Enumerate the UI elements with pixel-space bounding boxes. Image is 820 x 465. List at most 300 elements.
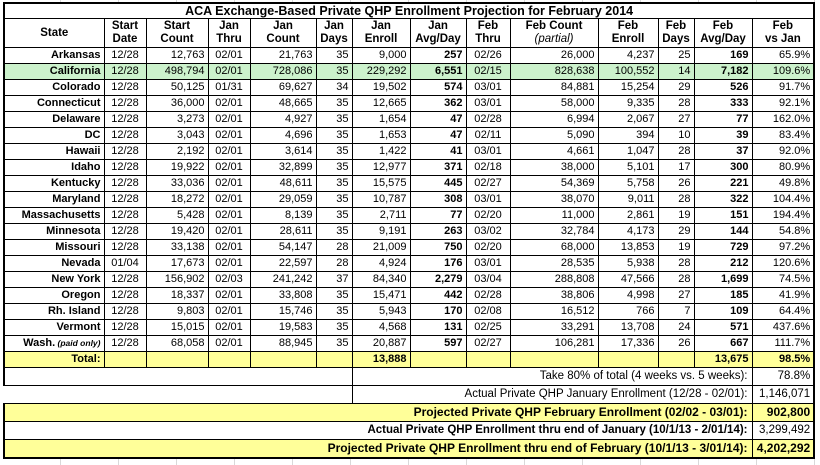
data-cell[interactable]: 36,000	[146, 96, 208, 112]
data-cell[interactable]: 12/28	[104, 224, 146, 240]
data-cell[interactable]: 21,009	[352, 240, 410, 256]
data-cell[interactable]: 109	[694, 304, 752, 320]
data-cell[interactable]: 3,273	[146, 112, 208, 128]
data-cell[interactable]: 02/01	[208, 320, 250, 336]
data-cell[interactable]: 02/18	[466, 160, 510, 176]
data-cell[interactable]: 02/01	[208, 64, 250, 80]
data-cell[interactable]: 02/15	[466, 64, 510, 80]
summary-label[interactable]: Take 80% of total (4 weeks vs. 5 weeks):	[352, 368, 752, 386]
data-cell[interactable]: 437.6%	[752, 320, 814, 336]
data-cell[interactable]: 50,125	[146, 80, 208, 96]
data-cell[interactable]: 19,420	[146, 224, 208, 240]
total-jan-enroll[interactable]: 13,888	[352, 352, 410, 368]
data-cell[interactable]: 32,784	[510, 224, 598, 240]
data-cell[interactable]: 02/01	[208, 256, 250, 272]
data-cell[interactable]: 35	[316, 144, 352, 160]
data-cell[interactable]: 12/28	[104, 288, 146, 304]
total-label[interactable]: Total:	[4, 352, 104, 368]
data-cell[interactable]: 35	[316, 64, 352, 80]
state-cell[interactable]: California	[4, 64, 104, 80]
data-cell[interactable]: 12,665	[352, 96, 410, 112]
state-cell[interactable]: DC	[4, 128, 104, 144]
data-cell[interactable]: 156,902	[146, 272, 208, 288]
data-cell[interactable]: 92.0%	[752, 144, 814, 160]
data-cell[interactable]: 02/08	[466, 304, 510, 320]
data-cell[interactable]: 58,000	[510, 96, 598, 112]
state-cell[interactable]: Connecticut	[4, 96, 104, 112]
data-cell[interactable]: 442	[410, 288, 466, 304]
column-header[interactable]: State	[4, 19, 104, 48]
summary-empty-cell[interactable]	[4, 368, 352, 386]
data-cell[interactable]: 597	[410, 336, 466, 352]
column-header[interactable]: Feb Avg/Day	[694, 19, 752, 48]
total-empty-cell[interactable]	[658, 352, 694, 368]
data-cell[interactable]: 12,977	[352, 160, 410, 176]
data-cell[interactable]: 54,147	[250, 240, 316, 256]
data-cell[interactable]: 02/28	[466, 288, 510, 304]
data-cell[interactable]: 03/01	[466, 80, 510, 96]
data-cell[interactable]: 9,335	[598, 96, 658, 112]
data-cell[interactable]: 16,512	[510, 304, 598, 320]
data-cell[interactable]: 5,758	[598, 176, 658, 192]
total-empty-cell[interactable]	[146, 352, 208, 368]
state-cell[interactable]: Hawaii	[4, 144, 104, 160]
data-cell[interactable]: 322	[694, 192, 752, 208]
data-cell[interactable]: 17,673	[146, 256, 208, 272]
data-cell[interactable]: 35	[316, 208, 352, 224]
data-cell[interactable]: 03/04	[466, 272, 510, 288]
data-cell[interactable]: 49.8%	[752, 176, 814, 192]
data-cell[interactable]: 571	[694, 320, 752, 336]
data-cell[interactable]: 28	[658, 272, 694, 288]
data-cell[interactable]: 54.8%	[752, 224, 814, 240]
data-cell[interactable]: 97.2%	[752, 240, 814, 256]
data-cell[interactable]: 750	[410, 240, 466, 256]
data-cell[interactable]: 26	[658, 336, 694, 352]
data-cell[interactable]: 12/28	[104, 80, 146, 96]
data-cell[interactable]: 03/02	[466, 224, 510, 240]
data-cell[interactable]: 1,047	[598, 144, 658, 160]
state-cell[interactable]: Delaware	[4, 112, 104, 128]
data-cell[interactable]: 212	[694, 256, 752, 272]
data-cell[interactable]: 38,000	[510, 160, 598, 176]
data-cell[interactable]: 241,242	[250, 272, 316, 288]
data-cell[interactable]: 12/28	[104, 160, 146, 176]
data-cell[interactable]: 445	[410, 176, 466, 192]
data-cell[interactable]: 19,502	[352, 80, 410, 96]
data-cell[interactable]: 176	[410, 256, 466, 272]
data-cell[interactable]: 169	[694, 48, 752, 64]
data-cell[interactable]: 32,899	[250, 160, 316, 176]
data-cell[interactable]: 02/01	[208, 128, 250, 144]
data-cell[interactable]: 48,611	[250, 176, 316, 192]
data-cell[interactable]: 35	[316, 336, 352, 352]
data-cell[interactable]: 02/01	[208, 96, 250, 112]
data-cell[interactable]: 28	[658, 192, 694, 208]
total-feb-vs-jan[interactable]: 98.5%	[752, 352, 814, 368]
data-cell[interactable]: 35	[316, 320, 352, 336]
data-cell[interactable]: 2,711	[352, 208, 410, 224]
state-cell[interactable]: Missouri	[4, 240, 104, 256]
data-cell[interactable]: 02/01	[208, 208, 250, 224]
data-cell[interactable]: 5,938	[598, 256, 658, 272]
data-cell[interactable]: 12/28	[104, 112, 146, 128]
data-cell[interactable]: 766	[598, 304, 658, 320]
data-cell[interactable]: 28	[658, 256, 694, 272]
data-cell[interactable]: 35	[316, 96, 352, 112]
data-cell[interactable]: 14	[658, 64, 694, 80]
data-cell[interactable]: 229,292	[352, 64, 410, 80]
data-cell[interactable]: 84,340	[352, 272, 410, 288]
data-cell[interactable]: 3,043	[146, 128, 208, 144]
data-cell[interactable]: 1,654	[352, 112, 410, 128]
data-cell[interactable]: 9,000	[352, 48, 410, 64]
data-cell[interactable]: 68,058	[146, 336, 208, 352]
data-cell[interactable]: 15,471	[352, 288, 410, 304]
column-header[interactable]: Start Count	[146, 19, 208, 48]
data-cell[interactable]: 91.7%	[752, 80, 814, 96]
data-cell[interactable]: 77	[410, 208, 466, 224]
summary-value[interactable]: 4,202,292	[752, 440, 814, 459]
data-cell[interactable]: 12/28	[104, 192, 146, 208]
column-header[interactable]: Jan Enroll	[352, 19, 410, 48]
total-empty-cell[interactable]	[510, 352, 598, 368]
data-cell[interactable]: 12/28	[104, 240, 146, 256]
data-cell[interactable]: 80.9%	[752, 160, 814, 176]
data-cell[interactable]: 02/01	[208, 224, 250, 240]
data-cell[interactable]: 12/28	[104, 96, 146, 112]
summary-value[interactable]: 3,299,492	[752, 422, 814, 440]
data-cell[interactable]: 15,015	[146, 320, 208, 336]
data-cell[interactable]: 02/01	[208, 288, 250, 304]
data-cell[interactable]: 28,535	[510, 256, 598, 272]
data-cell[interactable]: 5,101	[598, 160, 658, 176]
data-cell[interactable]: 12/28	[104, 208, 146, 224]
data-cell[interactable]: 526	[694, 80, 752, 96]
column-header[interactable]: Jan Thru	[208, 19, 250, 48]
summary-value[interactable]: 1,146,071	[752, 386, 814, 404]
data-cell[interactable]: 24	[658, 320, 694, 336]
data-cell[interactable]: 03/01	[466, 96, 510, 112]
data-cell[interactable]: 300	[694, 160, 752, 176]
data-cell[interactable]: 4,924	[352, 256, 410, 272]
data-cell[interactable]: 1,653	[352, 128, 410, 144]
data-cell[interactable]: 19,922	[146, 160, 208, 176]
data-cell[interactable]: 27	[658, 288, 694, 304]
data-cell[interactable]: 34	[316, 80, 352, 96]
data-cell[interactable]: 02/01	[208, 192, 250, 208]
data-cell[interactable]: 170	[410, 304, 466, 320]
state-cell[interactable]: Vermont	[4, 320, 104, 336]
data-cell[interactable]: 02/26	[466, 48, 510, 64]
data-cell[interactable]: 2,192	[146, 144, 208, 160]
column-header[interactable]: Feb vs Jan	[752, 19, 814, 48]
data-cell[interactable]: 69,627	[250, 80, 316, 96]
data-cell[interactable]: 362	[410, 96, 466, 112]
state-cell[interactable]: Oregon	[4, 288, 104, 304]
data-cell[interactable]: 20,887	[352, 336, 410, 352]
data-cell[interactable]: 2,861	[598, 208, 658, 224]
data-cell[interactable]: 02/01	[208, 336, 250, 352]
state-cell[interactable]: Nevada	[4, 256, 104, 272]
data-cell[interactable]: 2,279	[410, 272, 466, 288]
data-cell[interactable]: 162.0%	[752, 112, 814, 128]
data-cell[interactable]: 288,808	[510, 272, 598, 288]
data-cell[interactable]: 729	[694, 240, 752, 256]
data-cell[interactable]: 54,369	[510, 176, 598, 192]
summary-value[interactable]: 78.8%	[752, 368, 814, 386]
data-cell[interactable]: 02/01	[208, 112, 250, 128]
data-cell[interactable]: 26	[658, 176, 694, 192]
data-cell[interactable]: 151	[694, 208, 752, 224]
data-cell[interactable]: 4,237	[598, 48, 658, 64]
data-cell[interactable]: 35	[316, 288, 352, 304]
data-cell[interactable]: 03/01	[466, 256, 510, 272]
data-cell[interactable]: 17	[658, 160, 694, 176]
data-cell[interactable]: 4,173	[598, 224, 658, 240]
data-cell[interactable]: 13,853	[598, 240, 658, 256]
data-cell[interactable]: 13,708	[598, 320, 658, 336]
data-cell[interactable]: 12/28	[104, 48, 146, 64]
data-cell[interactable]: 7,182	[694, 64, 752, 80]
data-cell[interactable]: 33,291	[510, 320, 598, 336]
data-cell[interactable]: 5,943	[352, 304, 410, 320]
data-cell[interactable]: 02/01	[208, 304, 250, 320]
data-cell[interactable]: 6,994	[510, 112, 598, 128]
data-cell[interactable]: 4,927	[250, 112, 316, 128]
data-cell[interactable]: 29,059	[250, 192, 316, 208]
data-cell[interactable]: 02/20	[466, 208, 510, 224]
data-cell[interactable]: 01/04	[104, 256, 146, 272]
data-cell[interactable]: 01/31	[208, 80, 250, 96]
data-cell[interactable]: 02/01	[208, 144, 250, 160]
data-cell[interactable]: 111.7%	[752, 336, 814, 352]
data-cell[interactable]: 74.5%	[752, 272, 814, 288]
data-cell[interactable]: 263	[410, 224, 466, 240]
data-cell[interactable]: 6,551	[410, 64, 466, 80]
data-cell[interactable]: 35	[316, 160, 352, 176]
data-cell[interactable]: 02/27	[466, 176, 510, 192]
data-cell[interactable]: 7	[658, 304, 694, 320]
data-cell[interactable]: 02/27	[466, 336, 510, 352]
data-cell[interactable]: 02/11	[466, 128, 510, 144]
data-cell[interactable]: 1,699	[694, 272, 752, 288]
data-cell[interactable]: 77	[694, 112, 752, 128]
data-cell[interactable]: 12/28	[104, 304, 146, 320]
data-cell[interactable]: 41	[410, 144, 466, 160]
data-cell[interactable]: 3,614	[250, 144, 316, 160]
data-cell[interactable]: 28	[316, 256, 352, 272]
data-cell[interactable]: 84,881	[510, 80, 598, 96]
column-header[interactable]: Feb Days	[658, 19, 694, 48]
state-cell[interactable]: New York	[4, 272, 104, 288]
column-header[interactable]: Jan Count	[250, 19, 316, 48]
data-cell[interactable]: 83.4%	[752, 128, 814, 144]
data-cell[interactable]: 19	[658, 208, 694, 224]
data-cell[interactable]: 15,254	[598, 80, 658, 96]
data-cell[interactable]: 65.9%	[752, 48, 814, 64]
data-cell[interactable]: 47	[410, 112, 466, 128]
data-cell[interactable]: 120.6%	[752, 256, 814, 272]
data-cell[interactable]: 35	[316, 128, 352, 144]
data-cell[interactable]: 48,665	[250, 96, 316, 112]
data-cell[interactable]: 106,281	[510, 336, 598, 352]
column-header[interactable]: Jan Days	[316, 19, 352, 48]
data-cell[interactable]: 41.9%	[752, 288, 814, 304]
data-cell[interactable]: 35	[316, 192, 352, 208]
data-cell[interactable]: 12/28	[104, 176, 146, 192]
data-cell[interactable]: 1,422	[352, 144, 410, 160]
summary-label[interactable]: Projected Private QHP February Enrollment (02/02 - 03/01):	[4, 404, 752, 422]
data-cell[interactable]: 47	[410, 128, 466, 144]
data-cell[interactable]: 39	[694, 128, 752, 144]
data-cell[interactable]: 185	[694, 288, 752, 304]
data-cell[interactable]: 27	[658, 112, 694, 128]
data-cell[interactable]: 131	[410, 320, 466, 336]
data-cell[interactable]: 498,794	[146, 64, 208, 80]
state-cell[interactable]: Kentucky	[4, 176, 104, 192]
data-cell[interactable]: 371	[410, 160, 466, 176]
data-cell[interactable]: 4,661	[510, 144, 598, 160]
data-cell[interactable]: 5,428	[146, 208, 208, 224]
data-cell[interactable]: 12/28	[104, 336, 146, 352]
data-cell[interactable]: 02/01	[208, 240, 250, 256]
data-cell[interactable]: 17,336	[598, 336, 658, 352]
data-cell[interactable]: 29	[658, 80, 694, 96]
data-cell[interactable]: 64.4%	[752, 304, 814, 320]
summary-label[interactable]: Actual Private QHP January Enrollment (12/28 - 02/01):	[352, 386, 752, 404]
data-cell[interactable]: 18,337	[146, 288, 208, 304]
data-cell[interactable]: 10	[658, 128, 694, 144]
data-cell[interactable]: 33,036	[146, 176, 208, 192]
data-cell[interactable]: 22,597	[250, 256, 316, 272]
data-cell[interactable]: 9,803	[146, 304, 208, 320]
data-cell[interactable]: 12,763	[146, 48, 208, 64]
data-cell[interactable]: 19	[658, 240, 694, 256]
data-cell[interactable]: 35	[316, 224, 352, 240]
data-cell[interactable]: 11,000	[510, 208, 598, 224]
data-cell[interactable]: 28	[658, 144, 694, 160]
data-cell[interactable]: 38,070	[510, 192, 598, 208]
data-cell[interactable]: 02/25	[466, 320, 510, 336]
data-cell[interactable]: 257	[410, 48, 466, 64]
state-cell[interactable]: Arkansas	[4, 48, 104, 64]
column-header[interactable]: Feb Enroll	[598, 19, 658, 48]
data-cell[interactable]: 2,067	[598, 112, 658, 128]
data-cell[interactable]: 21,763	[250, 48, 316, 64]
state-cell[interactable]: Colorado	[4, 80, 104, 96]
data-cell[interactable]: 02/01	[208, 48, 250, 64]
data-cell[interactable]: 28,611	[250, 224, 316, 240]
data-cell[interactable]: 574	[410, 80, 466, 96]
data-cell[interactable]: 88,945	[250, 336, 316, 352]
data-cell[interactable]: 28	[658, 96, 694, 112]
data-cell[interactable]: 12/28	[104, 64, 146, 80]
data-cell[interactable]: 35	[316, 48, 352, 64]
data-cell[interactable]: 29	[658, 224, 694, 240]
column-header[interactable]: Feb Thru	[466, 19, 510, 48]
summary-label[interactable]: Actual Private QHP Enrollment thru end of January (10/1/13 - 2/01/14):	[4, 422, 752, 440]
data-cell[interactable]: 333	[694, 96, 752, 112]
state-cell[interactable]: Massachusetts	[4, 208, 104, 224]
summary-label[interactable]: Projected Private QHP Enrollment thru end of February (10/1/13 - 3/01/14):	[4, 440, 752, 459]
total-empty-cell[interactable]	[316, 352, 352, 368]
state-cell[interactable]: Maryland	[4, 192, 104, 208]
data-cell[interactable]: 47,566	[598, 272, 658, 288]
data-cell[interactable]: 10,787	[352, 192, 410, 208]
data-cell[interactable]: 18,272	[146, 192, 208, 208]
data-cell[interactable]: 19,583	[250, 320, 316, 336]
data-cell[interactable]: 9,191	[352, 224, 410, 240]
state-cell[interactable]: Minnesota	[4, 224, 104, 240]
data-cell[interactable]: 5,090	[510, 128, 598, 144]
data-cell[interactable]: 4,998	[598, 288, 658, 304]
data-cell[interactable]: 9,011	[598, 192, 658, 208]
column-header[interactable]: Start Date	[104, 19, 146, 48]
data-cell[interactable]: 728,086	[250, 64, 316, 80]
data-cell[interactable]: 828,638	[510, 64, 598, 80]
data-cell[interactable]: 03/01	[466, 144, 510, 160]
data-cell[interactable]: 12/28	[104, 144, 146, 160]
data-cell[interactable]: 221	[694, 176, 752, 192]
data-cell[interactable]: 12/28	[104, 272, 146, 288]
data-cell[interactable]: 194.4%	[752, 208, 814, 224]
data-cell[interactable]: 02/01	[208, 176, 250, 192]
data-cell[interactable]: 03/01	[466, 192, 510, 208]
data-cell[interactable]: 12/28	[104, 128, 146, 144]
state-cell[interactable]: Idaho	[4, 160, 104, 176]
data-cell[interactable]: 15,575	[352, 176, 410, 192]
data-cell[interactable]: 38,806	[510, 288, 598, 304]
data-cell[interactable]: 26,000	[510, 48, 598, 64]
data-cell[interactable]: 35	[316, 304, 352, 320]
data-cell[interactable]: 68,000	[510, 240, 598, 256]
data-cell[interactable]: 02/20	[466, 240, 510, 256]
data-cell[interactable]: 02/01	[208, 160, 250, 176]
state-cell[interactable]: Wash. (paid only)	[4, 336, 104, 352]
total-empty-cell[interactable]	[104, 352, 146, 368]
data-cell[interactable]: 02/03	[208, 272, 250, 288]
data-cell[interactable]: 12/28	[104, 320, 146, 336]
data-cell[interactable]: 394	[598, 128, 658, 144]
state-cell[interactable]: Rh. Island	[4, 304, 104, 320]
column-header[interactable]: Jan Avg/Day	[410, 19, 466, 48]
data-cell[interactable]: 100,552	[598, 64, 658, 80]
total-feb-avg-day[interactable]: 13,675	[694, 352, 752, 368]
total-empty-cell[interactable]	[598, 352, 658, 368]
data-cell[interactable]: 02/28	[466, 112, 510, 128]
data-cell[interactable]: 37	[694, 144, 752, 160]
data-cell[interactable]: 144	[694, 224, 752, 240]
data-cell[interactable]: 28	[316, 240, 352, 256]
data-cell[interactable]: 35	[316, 112, 352, 128]
total-empty-cell[interactable]	[250, 352, 316, 368]
data-cell[interactable]: 104.4%	[752, 192, 814, 208]
data-cell[interactable]: 109.6%	[752, 64, 814, 80]
total-empty-cell[interactable]	[466, 352, 510, 368]
data-cell[interactable]: 33,138	[146, 240, 208, 256]
total-empty-cell[interactable]	[208, 352, 250, 368]
data-cell[interactable]: 308	[410, 192, 466, 208]
data-cell[interactable]: 8,139	[250, 208, 316, 224]
data-cell[interactable]: 92.1%	[752, 96, 814, 112]
column-header[interactable]: Feb Count (partial)	[510, 19, 598, 48]
data-cell[interactable]: 33,808	[250, 288, 316, 304]
data-cell[interactable]: 15,746	[250, 304, 316, 320]
data-cell[interactable]: 667	[694, 336, 752, 352]
data-cell[interactable]: 4,696	[250, 128, 316, 144]
summary-value[interactable]: 902,800	[752, 404, 814, 422]
